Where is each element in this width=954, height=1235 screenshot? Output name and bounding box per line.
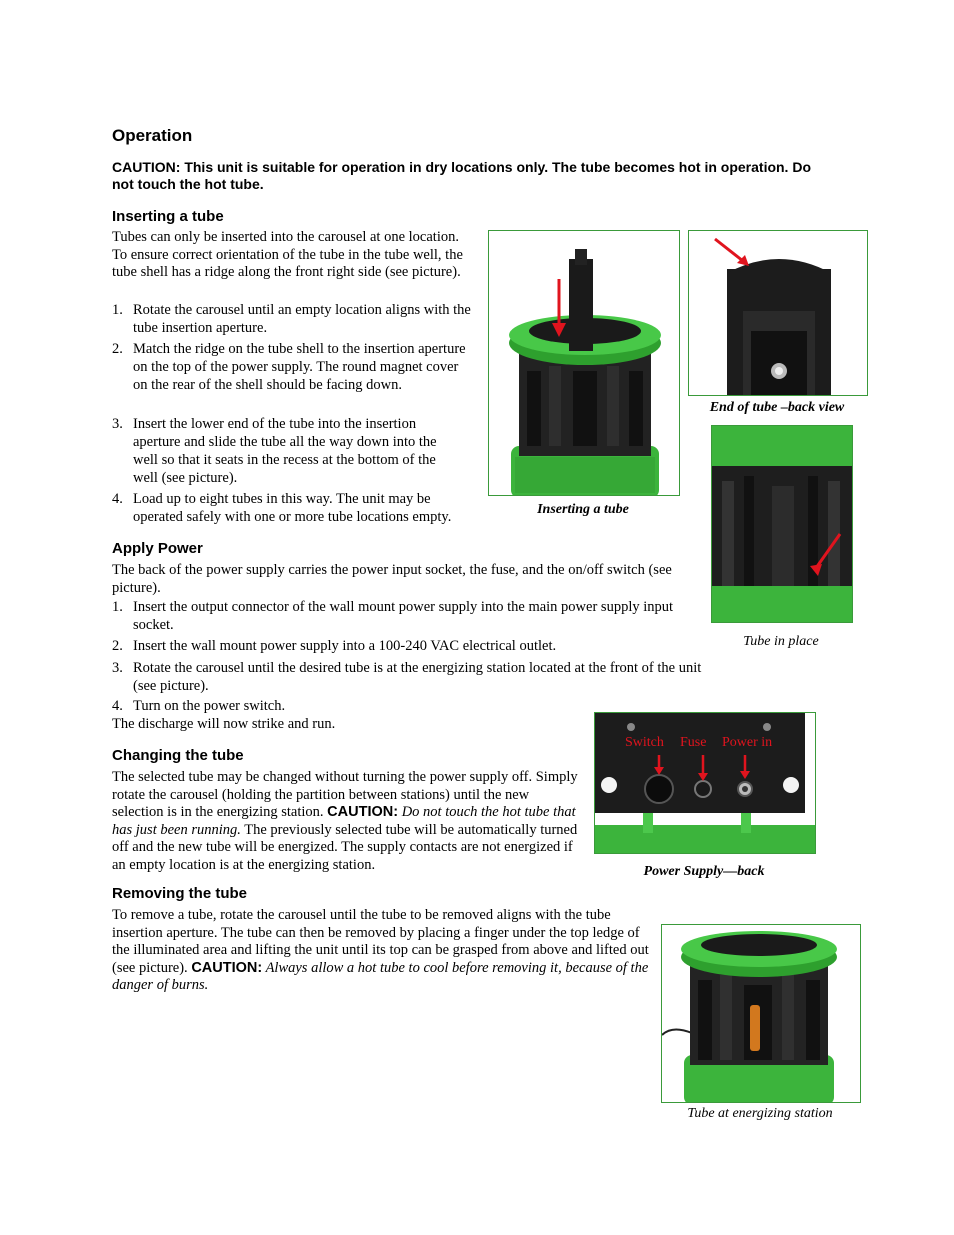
changing-text-1: The selected tube may be changed without turning the power supply off. Simply rotate the carousel (holding the partition between stations) until the new selection is in the energizing station.: [112, 769, 578, 820]
device-illustration: [489, 231, 679, 495]
list-text: Rotate the carousel until an empty location aligns with the tube insertion aperture.: [133, 302, 471, 336]
photo-energizing-station: [661, 924, 861, 1103]
removing-caution-label: CAUTION:: [191, 959, 263, 976]
caption-energizing-station: Tube at energizing station: [687, 1106, 833, 1121]
list-number: 3.: [112, 416, 123, 432]
photo-tube-in-place: [711, 425, 853, 623]
caption-tube-end: End of tube –back view: [709, 400, 845, 415]
removing-text-1: To remove a tube, rotate the carousel until the tube to be removed aligns with the tube insertion aperture. The tube can then be removed by placing a finger under the top ledge of the illuminated area and lifting the unit until its top can be grasped from above and lifted out (see picture).: [112, 907, 649, 976]
list-text: Load up to eight tubes in this way. The unit may be operated safely with one or more tube locations empty.: [133, 491, 452, 525]
list-number: 4.: [112, 698, 123, 714]
label-fuse: Fuse: [680, 735, 707, 750]
list-item: [112, 340, 474, 394]
list-item: [112, 415, 462, 487]
list-number: 1.: [112, 302, 123, 318]
list-text: Match the ridge on the tube shell to the insertion aperture on the top of the power supply. The round magnet cover on the rear of the shell should be facing down.: [133, 341, 466, 393]
list-number: 1.: [112, 599, 123, 615]
list-number: 3.: [112, 660, 123, 676]
section-title-apply-power: Apply Power: [112, 540, 203, 557]
list-item: [112, 637, 692, 655]
changing-text-2: The previously selected tube will be automatically turned off and the new tube will be energized. The supply contacts are not energized if an empty location is at the energizing station.: [112, 821, 578, 873]
tube-end-illustration: [689, 231, 867, 395]
removing-caution-text: Always allow a hot tube to cool before removing it, because of the danger of burns.: [112, 959, 649, 993]
list-text: Insert the lower end of the tube into the insertion aperture and slide the tube all the way down into the well so that it seats in the recess at the bottom of the well (see picture).: [133, 416, 437, 486]
list-item: [112, 301, 478, 337]
label-switch: Switch: [625, 735, 664, 750]
power-supply-illustration: [595, 713, 815, 853]
list-text: Turn on the power switch.: [133, 698, 286, 714]
energizing-station-illustration: [662, 925, 860, 1102]
list-item: [112, 697, 612, 715]
photo-inserting-tube: [488, 230, 680, 496]
tube-in-place-illustration: [712, 426, 852, 622]
changing-caution-text: Do not touch the hot tube that has just been running.: [112, 804, 576, 838]
caption-inserting-tube: Inserting a tube: [537, 502, 629, 517]
list-text: Rotate the carousel until the desired tube is at the energizing station located at the front of the unit (see picture).: [133, 660, 702, 694]
list-item: [112, 598, 687, 634]
list-text: Insert the wall mount power supply into a 100-240 VAC electrical outlet.: [133, 638, 557, 654]
section-title-changing: Changing the tube: [112, 747, 244, 764]
list-text: Insert the output connector of the wall mount power supply into the main power supply input socket.: [133, 599, 674, 633]
photo-tube-end: [688, 230, 868, 396]
list-number: 2.: [112, 638, 123, 654]
label-power-in: Power in: [722, 735, 773, 750]
list-item: [112, 490, 478, 526]
apply-power-intro: The back of the power supply carries the power input socket, the fuse, and the on/off switch (see picture).: [112, 562, 672, 596]
apply-power-outro: The discharge will now strike and run.: [112, 716, 336, 732]
inserting-intro: Tubes can only be inserted into the carousel at one location. To ensure correct orientation of the tube in the tube well, the tube shell has a ridge along the front right side (see picture).: [112, 229, 463, 280]
caption-power-supply: Power Supply—back: [643, 864, 765, 879]
section-title-removing: Removing the tube: [112, 885, 248, 902]
list-number: 4.: [112, 491, 123, 507]
list-item: [112, 659, 702, 695]
section-title-operation: Operation: [112, 126, 193, 145]
removing-paragraph: [112, 907, 652, 995]
caution-notice: CAUTION: This unit is suitable for operation in dry locations only. The tube becomes hot in operation. Do not touch the hot tube.: [112, 159, 812, 192]
photo-power-supply-back: [594, 712, 816, 854]
changing-paragraph: [112, 769, 582, 874]
section-title-inserting: Inserting a tube: [112, 208, 224, 225]
changing-caution-label: CAUTION:: [327, 804, 399, 820]
list-number: 2.: [112, 341, 123, 357]
caption-tube-in-place: Tube in place: [743, 634, 819, 649]
